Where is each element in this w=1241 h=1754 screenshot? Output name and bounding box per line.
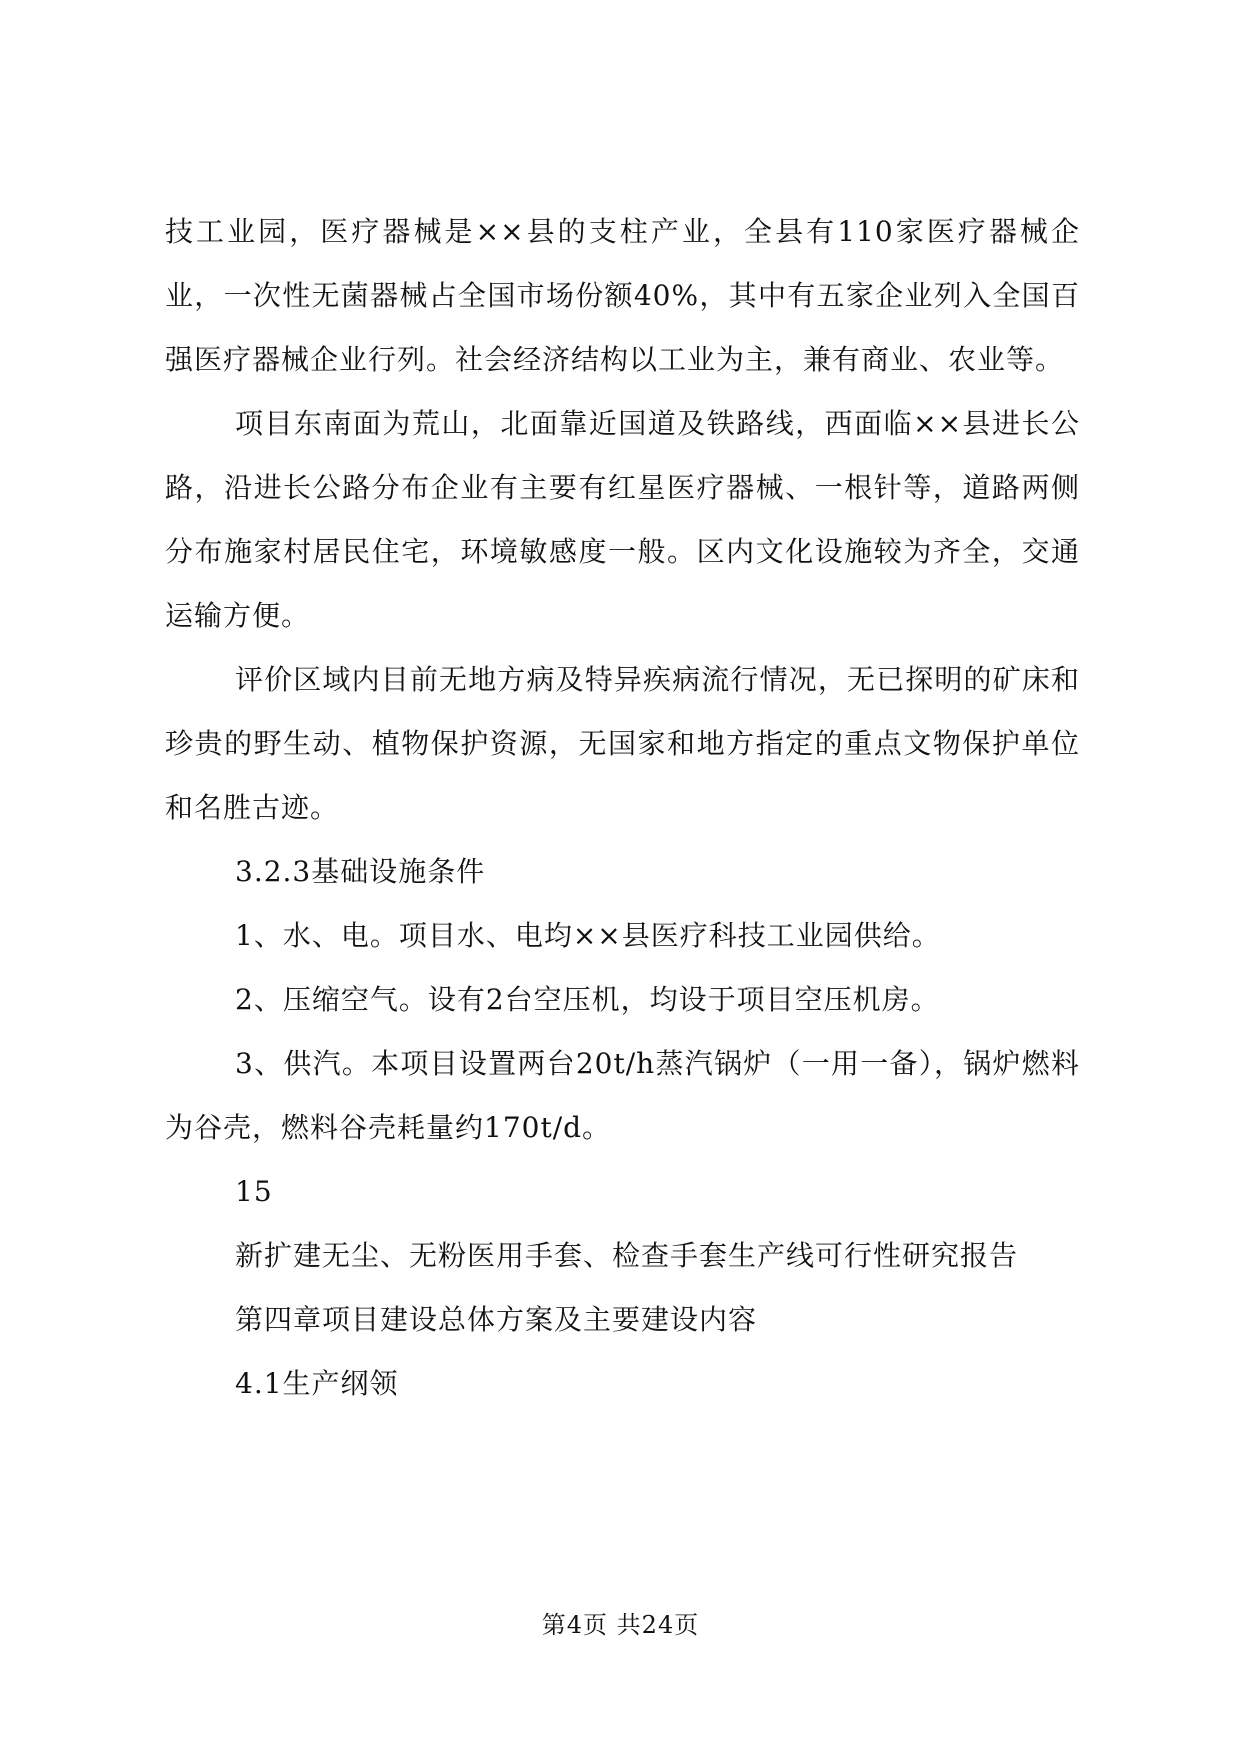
section-heading-4-1: 4.1生产纲领 bbox=[235, 1367, 399, 1400]
list-item-compressed-air: 2、压缩空气。设有2台空压机，均设于项目空压机房。 bbox=[235, 983, 940, 1016]
chapter-heading-4: 第四章项目建设总体方案及主要建设内容 bbox=[235, 1303, 758, 1336]
list-item-steam-supply: 3、供汽。本项目设置两台20t/h蒸汽锅炉（一用一备），锅炉燃料为谷壳，燃料谷壳耗量约170t/d。 bbox=[165, 1047, 1080, 1144]
source-page-number: 15 bbox=[235, 1175, 273, 1208]
page-footer: 第4页 共24页 bbox=[541, 1611, 700, 1639]
paragraph-industry: 技工业园，医疗器械是××县的支柱产业，全县有110家医疗器械企业，一次性无菌器械占全国市场份额40%，其中有五家企业列入全国百强医疗器械企业行列。社会经济结构以工业为主，兼有商业、农业等。 bbox=[165, 215, 1080, 376]
paragraph-surroundings: 项目东南面为荒山，北面靠近国道及铁路线，西面临××县进长公路，沿进长公路分布企业有主要有红星医疗器械、一根针等，道路两侧分布施家村居民住宅，环境敏感度一般。区内文化设施较为齐全，交通运输方便。 bbox=[165, 407, 1080, 632]
section-heading-3-2-3: 3.2.3基础设施条件 bbox=[235, 855, 486, 888]
paragraph-assessment: 评价区域内目前无地方病及特异疾病流行情况，无已探明的矿床和珍贵的野生动、植物保护资源，无国家和地方指定的重点文物保护单位和名胜古迹。 bbox=[165, 663, 1080, 824]
document-body bbox=[165, 200, 1080, 1416]
list-item-water-electricity: 1、水、电。项目水、电均××县医疗科技工业园供给。 bbox=[235, 919, 941, 952]
report-title: 新扩建无尘、无粉医用手套、检查手套生产线可行性研究报告 bbox=[235, 1239, 1019, 1272]
